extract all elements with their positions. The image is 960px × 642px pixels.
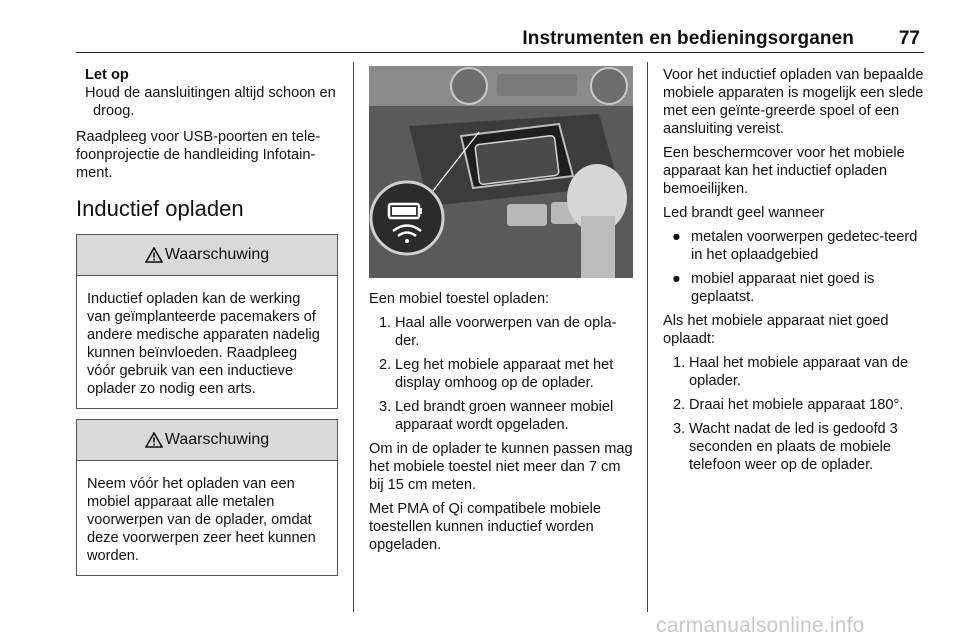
not-charging-paragraph: Als het mobiele apparaat niet goed oplaadt: <box>663 313 889 347</box>
list-item <box>663 420 925 474</box>
step-number: 3. <box>379 399 392 415</box>
step-text: Draai het mobiele apparaat 180°. <box>689 397 904 413</box>
troubleshoot-steps <box>663 354 925 474</box>
list-item <box>663 270 925 306</box>
list-item <box>369 398 633 434</box>
warning-box-1 <box>76 234 338 409</box>
step-text: Haal alle voorwerpen van de opla-der. <box>395 315 617 349</box>
bullet-icon: ● <box>672 271 681 287</box>
column-divider-left <box>353 62 354 612</box>
step-text: Led brandt groen wanneer mobiel apparaat wordt opgeladen. <box>395 399 614 433</box>
size-paragraph: Om in de oplader te kunnen passen mag het mobiele toestel niet meer dan 7 cm bij 15 cm meten. <box>369 441 633 493</box>
column-2 <box>369 66 633 560</box>
list-item <box>369 356 633 392</box>
section-title: Inductief opladen <box>76 196 244 221</box>
warning-icon <box>145 247 163 263</box>
charging-steps <box>369 314 633 434</box>
bullet-text: mobiel apparaat niet goed is geplaatst. <box>691 271 875 305</box>
sled-paragraph: Voor het inductief opladen van bepaalde mobiele apparaten is mogelijk een slede met een geïnte-greerde spoel of een aansluiting vereist. <box>663 67 924 137</box>
usb-paragraph: Raadpleeg voor USB-poorten en tele-foonprojectie de handleiding Infotain-ment. <box>76 129 321 181</box>
cover-paragraph: Een beschermcover voor het mobiele apparaat kan het inductief opladen bemoeilijken. <box>663 145 905 197</box>
warning-body-1: Inductief opladen kan de werking van geïmplanteerde pacemakers of andere medische apparaten nadelig kunnen beïnvloeden. Raadpleeg vóór gebruik van een inductieve oplader zo nodig een arts. <box>87 291 320 397</box>
warning-icon <box>145 432 163 448</box>
step-number: 1. <box>673 355 686 371</box>
page-title: Instrumenten en bedieningsorganen <box>522 28 854 49</box>
step-number: 2. <box>673 397 686 413</box>
bullet-text: metalen voorwerpen gedetec-teerd in het oplaadgebied <box>691 229 918 263</box>
warning-heading-1: Waarschuwing <box>164 246 270 263</box>
header-rule <box>76 52 924 53</box>
column-divider-right <box>647 62 648 612</box>
warning-box-2 <box>76 419 338 576</box>
step-number: 2. <box>379 357 392 373</box>
step-text: Leg het mobiele apparaat met het display omhoog op de oplader. <box>395 357 614 391</box>
note-body: Houd de aansluitingen altijd schoon en droog. <box>85 85 336 119</box>
bullet-icon: ● <box>672 229 681 245</box>
page-number: 77 <box>898 28 920 49</box>
step-number: 3. <box>673 421 686 437</box>
column-3 <box>663 66 925 480</box>
charging-pad-photo <box>369 66 633 278</box>
list-item <box>663 228 925 264</box>
watermark: carmanualsonline.info <box>656 614 865 637</box>
step-text: Haal het mobiele apparaat van de oplader. <box>689 355 909 389</box>
page-header <box>76 24 924 52</box>
charging-intro: Een mobiel toestel opladen: <box>369 291 550 307</box>
column-1 <box>76 66 338 586</box>
warning-header-2 <box>77 420 337 461</box>
warning-heading-2: Waarschuwing <box>164 431 270 448</box>
step-text: Wacht nadat de led is gedoofd 3 seconden en plaats de mobiele telefoon weer op de oplader. <box>689 421 898 473</box>
list-item <box>369 314 633 350</box>
led-yellow-paragraph: Led brandt geel wanneer <box>663 205 825 221</box>
compatibility-paragraph: Met PMA of Qi compatibele mobiele toestellen kunnen inductief worden opgeladen. <box>369 501 601 553</box>
warning-body-2: Neem vóór het opladen van een mobiel apparaat alle metalen voorwerpen van de oplader, omdat deze voorwerpen zeer heet kunnen worden. <box>87 476 316 564</box>
note-title: Let op <box>85 67 129 83</box>
list-item <box>663 354 925 390</box>
warning-header-1 <box>77 235 337 276</box>
list-item <box>663 396 925 414</box>
step-number: 1. <box>379 315 392 331</box>
led-yellow-list <box>663 228 925 306</box>
